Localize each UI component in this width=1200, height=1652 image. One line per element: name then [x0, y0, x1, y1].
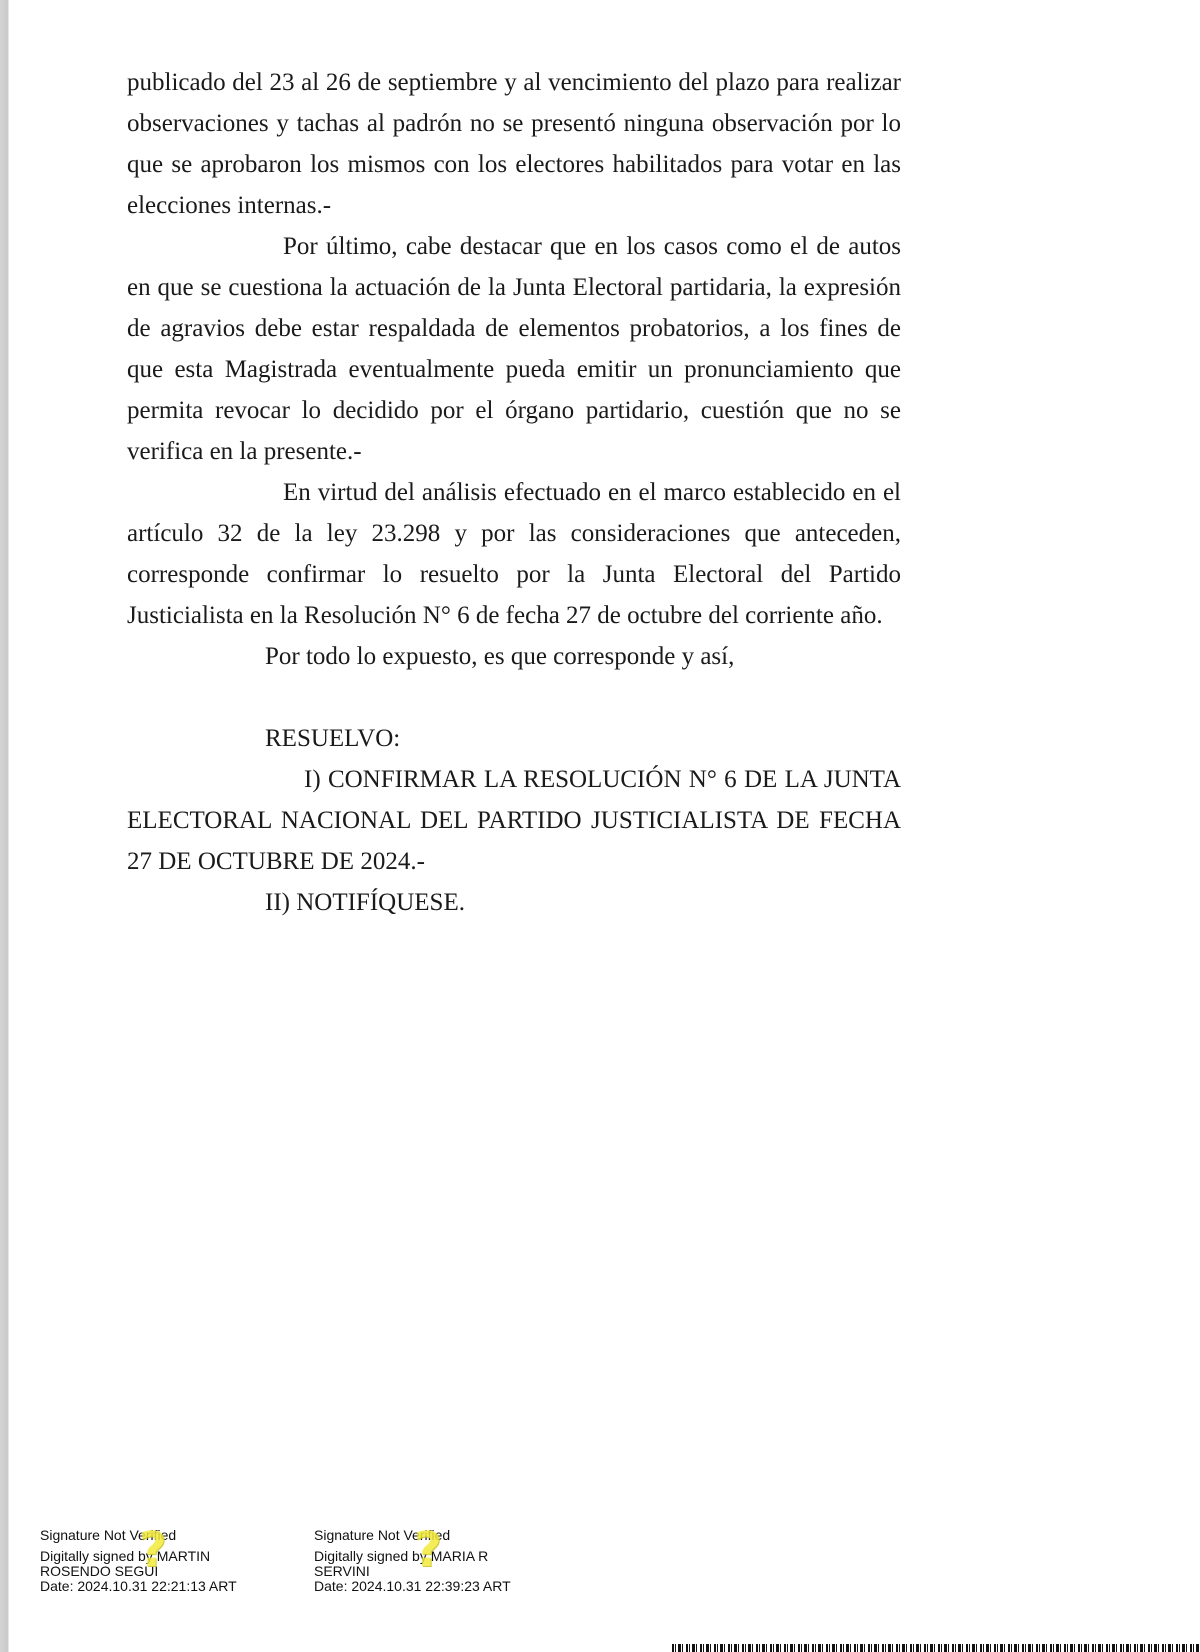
signature-status: Signature Not Verified [314, 1527, 451, 1543]
barcode [672, 1644, 1200, 1652]
resolution-item-confirm: I) CONFIRMAR LA RESOLUCIÓN N° 6 DE LA JUNTA ELECTORAL NACIONAL DEL PARTIDO JUSTICIALISTA DE FECHA 27 DE OCTUBRE DE 2024.- [127, 766, 901, 875]
paragraph-en-virtud: En virtud del análisis efectuado en el marco establecido en el artículo 32 de la ley 23.298 y por las consideraciones que anteceden, corresponde confirmar lo resuelto por la Junta Electoral del Partido Justicialista en la Resolución N° 6 de fecha 27 de octubre del corriente año. [127, 479, 901, 629]
signature-status: Signature Not Verified [40, 1527, 177, 1543]
question-mark-icon: ? [139, 1522, 167, 1578]
question-mark-icon: ? [414, 1522, 442, 1578]
signature-signer-line2: SERVINI [314, 1563, 370, 1579]
signature-signer-line1: Digitally signed by MARTIN [40, 1548, 211, 1564]
signature-date: Date: 2024.10.31 22:39:23 ART [314, 1578, 511, 1594]
signature-date: Date: 2024.10.31 22:21:13 ART [40, 1578, 237, 1594]
viewer-left-edge [0, 0, 9, 1652]
paragraph-por-ultimo: Por último, cabe destacar que en los casos como el de autos en que se cuestiona la actuación de la Junta Electoral partidaria, la expresión de agravios debe estar respaldada de elementos probatorios, a los fines de que esta Magistrada eventualmente pueda emitir un pronunciamiento que permita revocar lo decidido por el órgano partidario, cuestión que no se verifica en la presente.- [127, 233, 901, 465]
resolution-heading: RESUELVO: [265, 725, 401, 752]
digital-signature-servini[interactable] [314, 1522, 511, 1594]
resolution-item-notify: II) NOTIFÍQUESE. [265, 889, 465, 916]
document-page [9, 0, 1200, 1652]
signature-signer-line1: Digitally signed by MARIA R [314, 1548, 489, 1564]
paragraph-por-todo: Por todo lo expuesto, es que corresponde y así, [265, 643, 735, 670]
spacer [127, 677, 901, 718]
signature-signer-line2: ROSENDO SEGUI [40, 1563, 159, 1579]
document-body [127, 62, 901, 923]
paragraph-padron: publicado del 23 al 26 de septiembre y al vencimiento del plazo para realizar observaciones y tachas al padrón no se presentó ninguna observación por lo que se aprobaron los mismos con los electores habilitados para votar en las elecciones internas.- [127, 69, 901, 219]
